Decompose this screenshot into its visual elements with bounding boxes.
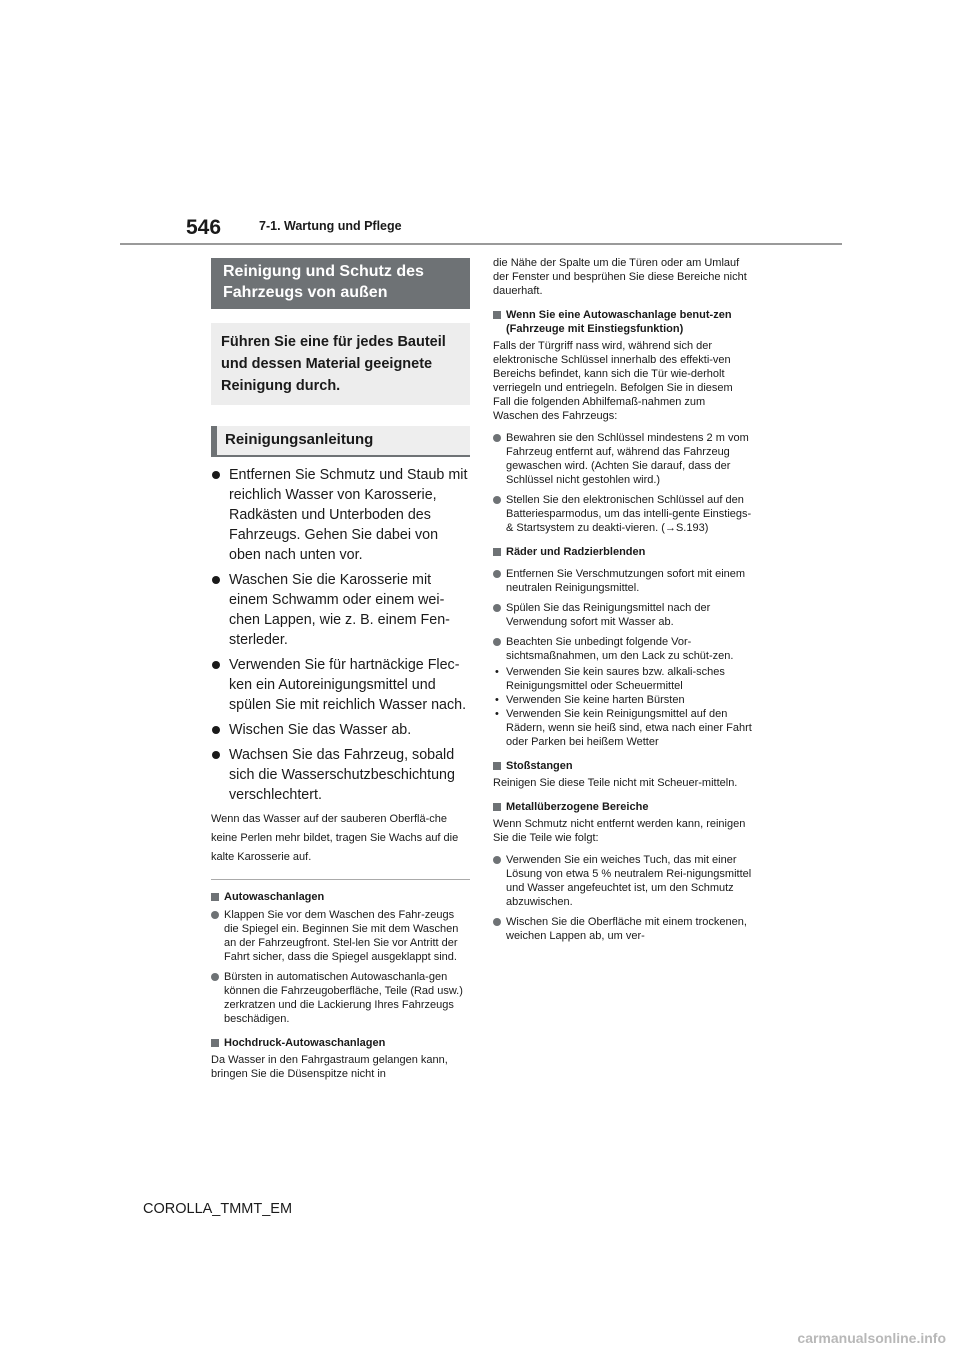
heading-autowaschanlagen: Autowaschanlagen — [211, 890, 470, 904]
main-heading: Reinigung und Schutz des Fahrzeugs von außen — [211, 258, 470, 309]
intro-box: Führen Sie eine für jedes Bauteil und dessen Material geeignete Reinigung durch. — [211, 323, 470, 405]
list-item: Bewahren sie den Schlüssel mindestens 2 m vom Fahrzeug entfernt auf, während das Fahrzeug gewaschen wird. (Achten Sie darauf, dass der Schlüssel nicht gestohlen wird.) — [493, 431, 753, 487]
autowasch-list — [211, 908, 470, 1026]
list-item: Verwenden Sie für hartnäckige Flec-ken ein Autoreinigungsmittel und spülen Sie mit reichlich Wasser nach. — [211, 655, 470, 715]
einstieg-list — [493, 431, 753, 535]
list-item: Klappen Sie vor dem Waschen des Fahr-zeugs die Spiegel ein. Beginnen Sie mit dem Waschen an der Fahrzeugfront. Stel-len Sie vor Antritt der Fahrt sicher, dass die Spiegel ausgeklappt sind. — [211, 908, 470, 964]
heading-raeder: Räder und Radzierblenden — [493, 545, 753, 559]
list-item: Beachten Sie unbedingt folgende Vor-sichtsmaßnahmen, um den Lack zu schüt-zen. — [493, 635, 753, 663]
heading-metall: Metallüberzogene Bereiche — [493, 800, 753, 814]
list-item: • Verwenden Sie kein Reinigungsmittel auf den Rädern, wenn sie heiß sind, etwa nach einer Fahrt oder Parken bei heißem Wetter — [493, 707, 753, 749]
list-item: Verwenden Sie ein weiches Tuch, das mit einer Lösung von etwa 5 % neutralem Rei-nigungsmittel und Wasser angefeuchtet ist, um den Schmutz abzuwischen. — [493, 853, 753, 909]
list-item: Entfernen Sie Schmutz und Staub mit reichlich Wasser von Karosserie, Radkästen und Unterboden des Fahrzeugs. Gehen Sie dabei von oben nach unten vor. — [211, 465, 470, 565]
list-item: Bürsten in automatischen Autowaschanla-gen können die Fahrzeugoberfläche, Teile (Rad usw.) zerkratzen und die Lackierung Ihres Fahrzeugs beschädigen. — [211, 970, 470, 1026]
list-item: Wischen Sie die Oberfläche mit einem trockenen, weichen Lappen ab, um ver- — [493, 915, 753, 943]
cleaning-steps-list — [211, 465, 470, 805]
wax-note: Wenn das Wasser auf der sauberen Oberflä-che keine Perlen mehr bildet, tragen Sie Wachs auf die kalte Karosserie auf. — [211, 813, 459, 863]
heading-stossstangen: Stoßstangen — [493, 759, 753, 773]
list-item: Wachsen Sie das Fahrzeug, sobald sich die Wasserschutzbeschichtung verschlechtert. — [211, 745, 470, 805]
left-column — [211, 258, 470, 1081]
right-column — [493, 256, 753, 949]
watermark: carmanualsonline.info — [797, 1330, 946, 1346]
divider — [211, 879, 470, 880]
heading-hochdruck: Hochdruck-Autowaschanlagen — [211, 1036, 470, 1050]
heading-einstiegsfunktion: Wenn Sie eine Autowaschanlage benut-zen (Fahrzeuge mit Einstiegsfunktion) — [493, 308, 753, 336]
list-item: • Verwenden Sie kein saures bzw. alkali-sches Reinigungsmittel oder Scheuermittel — [493, 665, 753, 693]
raeder-precautions-list — [493, 665, 753, 749]
raeder-list — [493, 567, 753, 663]
list-item: Wischen Sie das Wasser ab. — [211, 720, 470, 740]
footer-code: COROLLA_TMMT_EM — [143, 1201, 293, 1217]
continued-text: die Nähe der Spalte um die Türen oder am Umlauf der Fenster und besprühen Sie diese Bereiche nicht dauerhaft. — [493, 257, 747, 297]
header-rule — [120, 243, 842, 245]
list-item: Waschen Sie die Karosserie mit einem Schwamm oder einem wei-chen Lappen, wie z. B. einem Fen-sterleder. — [211, 570, 470, 650]
list-item: Spülen Sie das Reinigungsmittel nach der Verwendung sofort mit Wasser ab. — [493, 601, 753, 629]
list-item: • Verwenden Sie keine harten Bürsten — [493, 693, 753, 707]
list-item: Entfernen Sie Verschmutzungen sofort mit einem neutralen Reinigungsmittel. — [493, 567, 753, 595]
page-number: 546 — [186, 216, 222, 239]
hochdruck-text: Da Wasser in den Fahrgastraum gelangen kann, bringen Sie die Düsenspitze nicht in — [211, 1054, 448, 1080]
metall-list — [493, 853, 753, 943]
stoss-text: Reinigen Sie diese Teile nicht mit Scheuer-mitteln. — [493, 777, 738, 789]
section-title: 7-1. Wartung und Pflege — [259, 219, 402, 233]
list-item: Stellen Sie den elektronischen Schlüssel auf den Batteriesparmodus, um das intelli-gente Einstiegs- & Startsystem zu deakti-vieren. (→S.193) — [493, 493, 753, 535]
einstieg-text: Falls der Türgriff nass wird, während sich der elektronische Schlüssel innerhalb des effekti-ven Bereichs befindet, kann sich die Tür wie-derholt verriegeln und entriegeln. Befolgen Sie in diesem Fall die folgenden Abhilfemaß-nahmen zum Waschen des Fahrzeugs: — [493, 340, 733, 422]
sub-heading-reinigungsanleitung: Reinigungsanleitung — [211, 426, 470, 457]
metall-text: Wenn Schmutz nicht entfernt werden kann, reinigen Sie die Teile wie folgt: — [493, 818, 746, 844]
